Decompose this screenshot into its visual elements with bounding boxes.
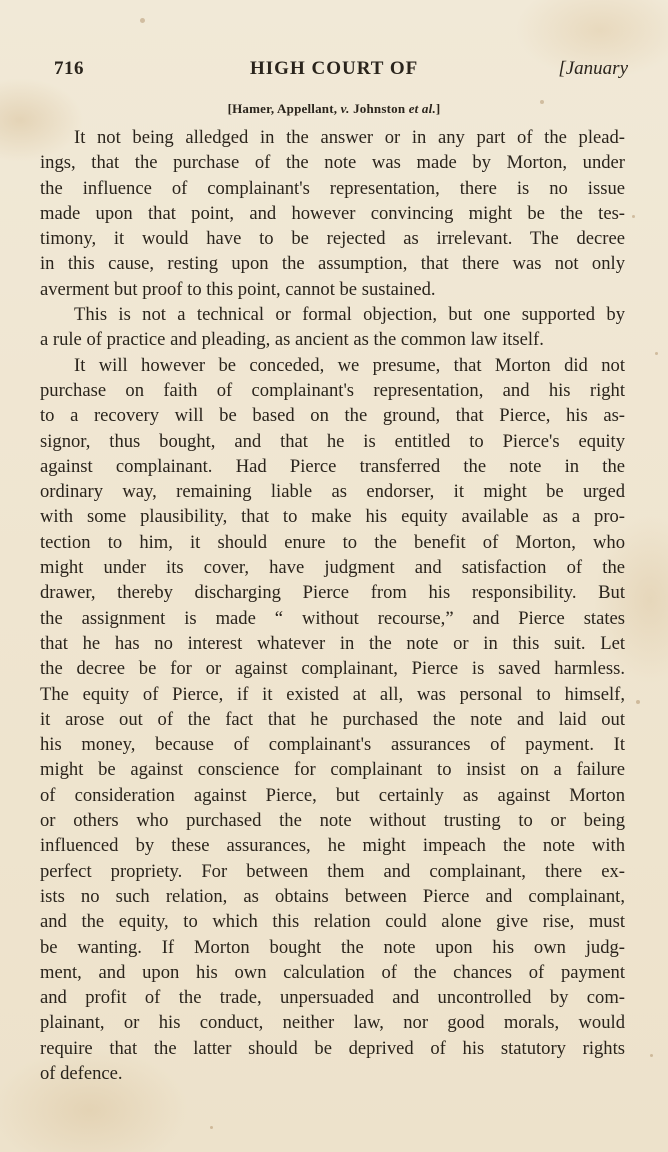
text-line: timony, it would have to be rejected as irrelevant. The decree <box>40 228 625 250</box>
text-line: The equity of Pierce, if it existed at all, was personal to himself, <box>40 683 625 705</box>
text-line: with some plausibility, that to make his equity available as a pro- <box>40 506 625 528</box>
text-line: might be against conscience for complainant to insist on a failure <box>40 759 625 781</box>
text-line: of defence. <box>40 1062 123 1084</box>
text-line: of consideration against Pierce, but certainly as against Morton <box>40 784 625 806</box>
text-line: the influence of complainant's representation, there is no issue <box>40 177 625 199</box>
text-line: It not being alledged in the answer or in any part of the plead- <box>74 127 625 148</box>
text-line: be wanting. If Morton bought the note upon his own judg- <box>40 936 625 958</box>
text-line: or others who purchased the note without trusting to or being <box>40 810 625 832</box>
text-line: purchase on faith of complainant's representation, and his right <box>40 379 625 401</box>
paragraph <box>40 353 625 1087</box>
text-line: perfect propriety. For between them and complainant, there ex- <box>40 860 625 882</box>
text-line: plainant, or his conduct, neither law, nor good morals, would <box>40 1012 625 1034</box>
text-line: his money, because of complainant's assurances of payment. It <box>40 734 625 756</box>
text-line: require that the latter should be deprived of his statutory rights <box>40 1037 625 1059</box>
caption-middle: Johnston <box>349 101 409 116</box>
running-header <box>54 58 628 86</box>
text-line: influenced by these assurances, he might impeach the note with <box>40 835 625 857</box>
text-line: it arose out of the fact that he purchased the note and laid out <box>40 708 625 730</box>
page-number: 716 <box>54 58 84 79</box>
text-line: to a recovery will be based on the ground, that Pierce, his as- <box>40 405 625 427</box>
text-line: and the equity, to which this relation could alone give rise, must <box>40 911 625 933</box>
caption-suffix: ] <box>435 101 441 116</box>
text-line: ment, and upon his own calculation of the chances of payment <box>40 961 625 983</box>
text-line: averment but proof to this point, cannot be sustained. <box>40 278 436 300</box>
text-line: It will however be conceded, we presume, that Morton did not <box>74 354 625 376</box>
running-title: HIGH COURT OF <box>250 58 419 79</box>
text-line: ordinary way, remaining liable as endorser, it might be urged <box>40 481 625 503</box>
text-line: made upon that point, and however convincing might be the tes- <box>40 202 625 224</box>
text-line: signor, thus bought, and that he is entitled to Pierce's equity <box>40 430 625 452</box>
foxing-spot <box>636 700 640 704</box>
caption-prefix: [Hamer, Appellant, <box>227 101 341 116</box>
text-line: drawer, thereby discharging Pierce from his responsibility. But <box>40 582 625 604</box>
case-caption <box>0 101 668 117</box>
text-line: that he has no interest whatever in the note or in this suit. Let <box>40 632 625 654</box>
text-line: ists no such relation, as obtains between Pierce and complainant, <box>40 885 625 907</box>
foxing-spot <box>650 1054 653 1057</box>
text-line: the assignment is made “ without recourse,” and Pierce states <box>40 607 625 629</box>
caption-et-al: et al. <box>408 101 436 116</box>
text-line: and profit of the trade, unpersuaded and uncontrolled by com- <box>40 987 625 1009</box>
foxing-spot <box>140 18 145 23</box>
foxing-spot <box>210 1126 213 1129</box>
paragraph <box>40 125 625 302</box>
text-line: tection to him, it should enure to the benefit of Morton, who <box>40 531 625 553</box>
foxing-spot <box>632 215 635 218</box>
body-text <box>40 125 625 1086</box>
text-line: the decree be for or against complainant, Pierce is saved harmless. <box>40 658 625 680</box>
paragraph <box>40 302 625 353</box>
text-line: ings, that the purchase of the note was made by Morton, under <box>40 152 625 174</box>
running-date: [January <box>558 58 628 79</box>
text-line: might under its cover, have judgment and satisfaction of the <box>40 557 625 579</box>
text-line: a rule of practice and pleading, as ancient as the common law itself. <box>40 329 544 351</box>
text-line: in this cause, resting upon the assumption, that there was not only <box>40 253 625 275</box>
caption-versus: v. <box>340 101 350 116</box>
text-line: against complainant. Had Pierce transferred the note in the <box>40 455 625 477</box>
foxing-spot <box>655 352 658 355</box>
text-line: This is not a technical or formal objection, but one supported by <box>74 304 625 326</box>
